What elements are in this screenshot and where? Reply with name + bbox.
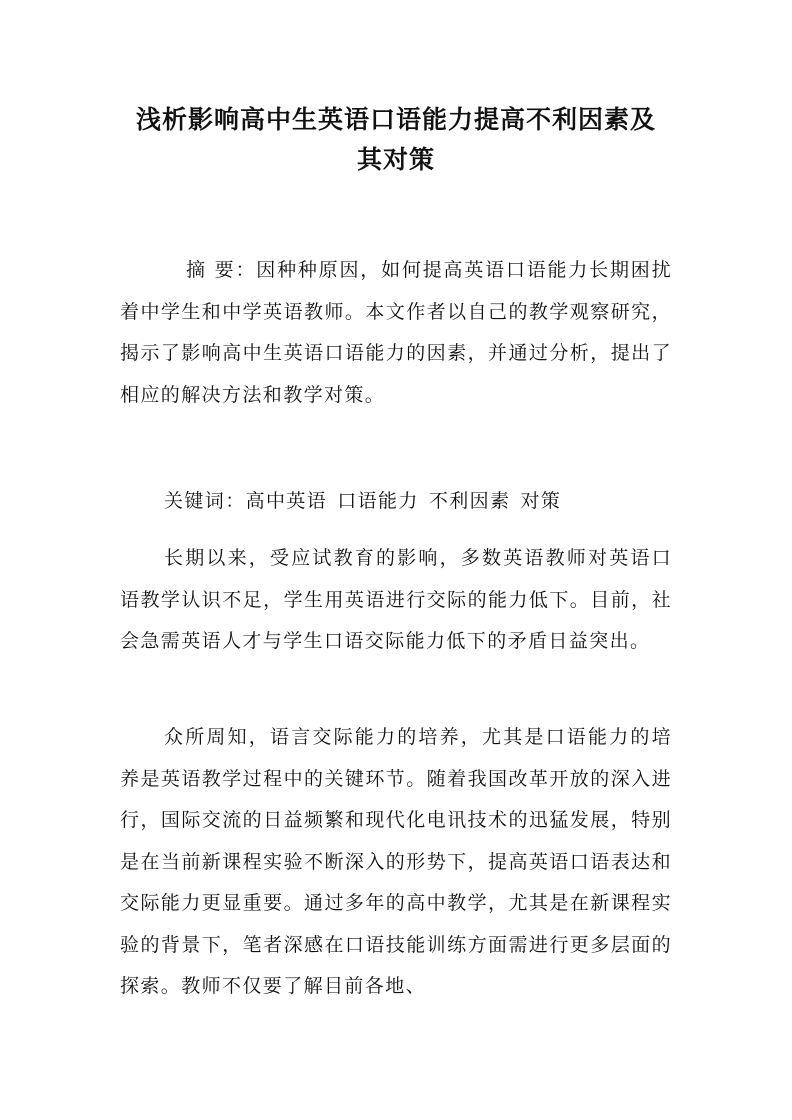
abstract-paragraph [120,250,672,416]
keyword-item: 高中英语 [245,490,328,512]
body-paragraph: 长期以来，受应试教育的影响，多数英语教师对英语口语教学认识不足，学生用英语进行交际的能力低下。目前，社会急需英语人才与学生口语交际能力低下的矛盾日益突出。 [120,547,672,652]
body-paragraph: 众所周知，语言交际能力的培养，尤其是口语能力的培养是英语教学过程中的关键环节。随着我国改革开放的深入进行，国际交流的日益频繁和现代化电讯技术的迅猛发展，特别是在当前新课程实验不断深入的形势下，提高英语口语表达和交际能力更显重要。通过多年的高中教学，尤其是在新课程实验的背景下，笔者深感在口语技能训练方面需进行更多层面的探索。教师不仅要了解目前各地、 [120,726,672,997]
keyword-item: 口语能力 [337,490,419,512]
keywords-line [120,481,672,523]
abstract-label: 摘 要： [186,259,257,281]
abstract-text: 因种种原因，如何提高英语口语能力长期困扰着中学生和中学英语教师。本文作者以自己的教学观察研究，揭示了影响高中生英语口语能力的因素，并通过分析，提出了相应的解决方法和教学对策。 [120,259,672,406]
keyword-item: 对策 [520,490,562,512]
keyword-item: 不利因素 [428,490,511,512]
document-title-line-2: 其对策 [356,145,435,174]
document-title-line-1: 浅析影响高中生英语口语能力提高不利因素及 [135,105,656,134]
keywords-label: 关键词： [164,490,246,512]
